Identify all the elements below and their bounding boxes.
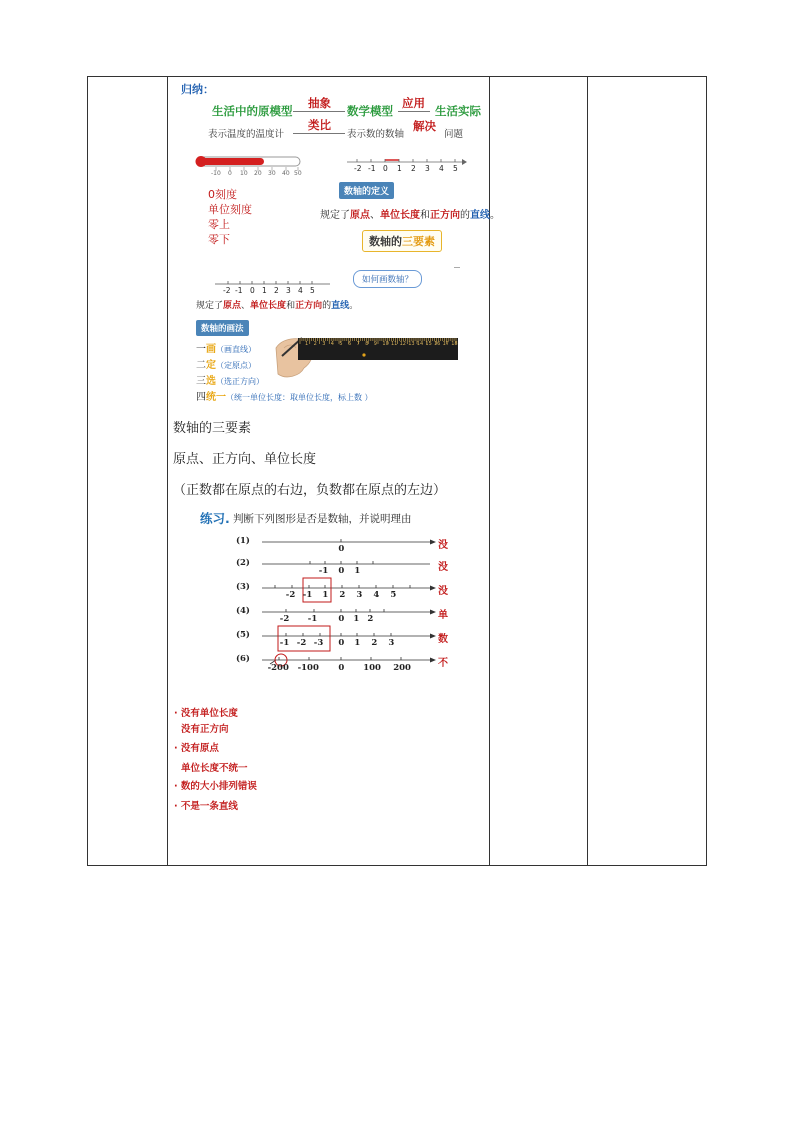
axis1-tick: 3 [425,164,430,173]
def-text-part: 。 [490,210,500,221]
column-divider-1 [167,77,168,865]
step-note: （选正方向） [216,377,264,386]
axis2-tick: 2 [274,286,279,295]
axis2-tick: 3 [286,286,291,295]
axis1-tick: 5 [453,164,458,173]
exercise-tick-label: 1 [353,614,360,624]
ruler-number: 6 [348,341,352,347]
clipped-answer-glyph: 不 [438,658,448,669]
how-to-draw-bubble: 如何画数轴？ [353,270,422,288]
ruler-numbers [305,341,458,351]
exercise-tick-label: 2 [339,590,346,600]
exercise-prompt: 判断下列图形是否是数轴，并说明理由 [233,513,412,525]
thermo-tick-label: 50 [294,170,302,177]
axis-arrowhead [430,634,436,639]
ruler-number: 14 [416,341,424,347]
exercise-tick-label: 1 [354,638,361,648]
exercise-tick-label: 0 [338,614,345,624]
axis-definition-2 [196,298,358,311]
exercise-row-label: (2) [236,558,250,568]
def2-keyword-origin: 原点 [223,301,242,311]
life-model-label: 生活中的原模型 [212,104,293,118]
def-keyword-direction: 正方向 [430,210,460,221]
axis-arrowhead [430,540,436,545]
exercise-row-label: (3) [236,582,250,592]
axis2-tick: 0 [250,286,255,295]
exercise-row-label: (4) [236,606,250,616]
exercise-tick-label: 4 [373,590,380,600]
clipped-answer-glyph: 没 [438,586,448,597]
column-divider-3 [587,77,588,865]
def-text-part: 和 [420,210,430,221]
exercise-tick-label: 3 [388,638,395,648]
ruler-number: 1 [305,341,309,347]
step-3 [196,372,264,387]
axis1-tick: 4 [439,164,444,173]
clipped-answer-glyph: 单 [438,610,448,621]
def2-text-part: 和 [286,301,296,311]
step-number: 三 [196,376,206,387]
step-number: 一 [196,344,206,355]
axis2-tick: -1 [235,286,243,295]
step-1 [196,340,256,355]
answer-2: · 没有原点 [174,743,219,754]
ruler-number: 18 [451,341,458,347]
exercise-tick-label: -3 [313,638,324,648]
axis1-tick: -2 [354,164,362,173]
thermometer-label: 表示温度的温度计 [208,129,285,140]
step-keyword: 选 [206,376,216,387]
def2-text-part: 。 [349,301,359,311]
axis-arrowhead [430,658,436,663]
answer-1b: 没有正方向 [181,724,229,735]
axis1-tick: 2 [411,164,416,173]
thermo-tick-label: 40 [282,170,290,177]
exercise-tick-label: 2 [367,614,374,624]
thermo-tick-label: 0 [228,170,232,177]
exercise-tick-label: -2 [279,614,290,624]
three-box-text: 数轴的 [369,235,402,248]
def-keyword-origin: 原点 [350,210,370,221]
arrow-line [398,111,430,112]
axis2-tick: 4 [298,286,303,295]
summary-heading: 归纳： [181,83,214,96]
exercise-tick-label: 3 [356,590,363,600]
exercise-tick-label: 1 [354,566,361,576]
exercise-row-label: (1) [236,536,250,546]
arrow-line [293,111,345,112]
ruler-number: 15 [425,341,432,347]
exercise-tick-label: 5 [390,590,397,600]
axis-definition [320,206,500,221]
real-life-label: 生活实际 [435,104,481,118]
answer-5: · 不是一条直线 [174,801,238,812]
def-keyword-line: 直线 [470,210,490,221]
thermometer-graphic [194,153,306,183]
ruler-number: 3 [322,341,326,347]
axis-arrowhead [430,610,436,615]
step-4 [196,388,373,403]
exercise-tick-label: -1 [279,638,290,648]
zero-mark-term: 0刻度 [208,188,237,201]
thermo-tick-label: 10 [240,170,248,177]
axis2-tick: -2 [223,286,231,295]
exercise-tick-label: -100 [297,663,319,673]
def-text-part: 、 [370,210,380,221]
ruler-number: 2 [313,341,317,347]
step-keyword: 画 [206,344,216,355]
exercise-tick-label: 0 [338,566,345,576]
divider [454,267,460,268]
ruler-number: 13 [408,341,415,347]
thermo-tick-label: 30 [268,170,276,177]
exercise-tick-label: 1 [322,590,329,600]
arrow-line [293,133,345,134]
exercise-tick-label: -2 [296,638,307,648]
exercise-title: 练习. [200,511,230,526]
axis2-tick: 5 [310,286,315,295]
ruler-number: 9 [373,341,377,347]
drawing-method-chip: 数轴的画法 [196,320,249,336]
ruler-number: 11 [391,341,398,347]
three-elements-title: 数轴的三要素 [173,421,252,436]
three-elements-box [362,230,442,252]
step-number: 四 [196,392,206,403]
def2-text-part: 、 [241,301,251,311]
sign-rule-text: （正数都在原点的右边，负数都在原点的左边） [173,483,447,498]
step-note: （统一单位长度：取单位长度，标上数 ） [226,393,373,402]
unit-mark-term: 单位刻度 [208,203,252,216]
ruler-number: 16 [434,341,441,347]
ruler-number: 12 [399,341,406,347]
def2-text-part: 规定了 [196,301,224,311]
step-keyword: 统一 [206,392,226,403]
axis1-tick: 1 [397,164,402,173]
exercise-row-label: (5) [236,630,250,640]
thermo-tick-label: -10 [211,170,221,177]
clipped-answer-glyph: 没 [438,540,448,551]
clipped-answer-glyph: 数 [438,634,448,645]
three-box-keyword: 三要素 [402,235,435,248]
axis-arrowhead [430,586,436,591]
exercise-tick-label: -1 [307,614,318,624]
exercise-tick-label: -2 [285,590,296,600]
exercise-tick-label: 100 [363,663,381,673]
exercise-tick-label: 2 [371,638,378,648]
step-number: 二 [196,360,206,371]
def2-keyword-direction: 正方向 [295,301,323,311]
clipped-answer-glyph: 没 [438,562,448,573]
def-keyword-unit: 单位长度 [380,210,420,221]
exercise-tick-label: -1 [318,566,329,576]
thermo-tick-label: 20 [254,170,262,177]
exercise-tick-label: -200 [267,663,289,673]
three-elements-list: 原点、正方向、单位长度 [173,452,317,467]
exercise-tick-label: 0 [338,638,345,648]
def2-keyword-unit: 单位长度 [250,301,287,311]
exercise-tick-label: 0 [338,663,345,673]
abstract-label: 抽象 [308,96,331,110]
answer-3: 单位长度不统一 [181,763,248,774]
def-text-part: 规定了 [320,210,350,221]
column-divider-2 [489,77,490,865]
axis2-tick: 1 [262,286,267,295]
ruler-number: 7 [356,341,360,347]
def2-text-part: 的 [322,301,332,311]
step-keyword: 定 [206,360,216,371]
step-note: （定原点） [216,361,256,370]
number-axis-label: 表示数的数轴 [347,129,405,140]
definition-chip: 数轴的定义 [339,182,394,199]
ruler-number: 8 [365,341,369,347]
solve-label: 解决 [413,119,436,133]
def-text-part: 的 [460,210,470,221]
answer-4: · 数的大小排列错误 [174,781,257,792]
apply-label: 应用 [402,96,425,110]
ruler-number: 17 [442,341,449,347]
step-note: （画直线） [216,345,256,354]
exercise-tick-label: 200 [393,663,411,673]
step-2 [196,356,256,371]
answer-1: · 没有单位长度 [174,708,238,719]
def2-keyword-line: 直线 [331,301,350,311]
analogy-label: 类比 [308,118,331,132]
number-axis-1 [346,156,468,170]
exercise-tick-label: -1 [302,590,313,600]
exercise-row-label: (6) [236,654,250,664]
exercise-axes [230,532,446,680]
ruler-number: 5 [339,341,343,347]
ruler-number: 10 [382,341,389,347]
axis1-tick: -1 [368,164,376,173]
exercise-tick-label: 0 [338,544,345,554]
below-zero-term: 零下 [208,233,230,246]
problem-label: 问题 [444,129,464,140]
ruler-number: 4 [330,341,334,347]
axis1-tick: 0 [383,164,388,173]
math-model-label: 数学模型 [347,104,393,118]
above-zero-term: 零上 [208,218,230,231]
